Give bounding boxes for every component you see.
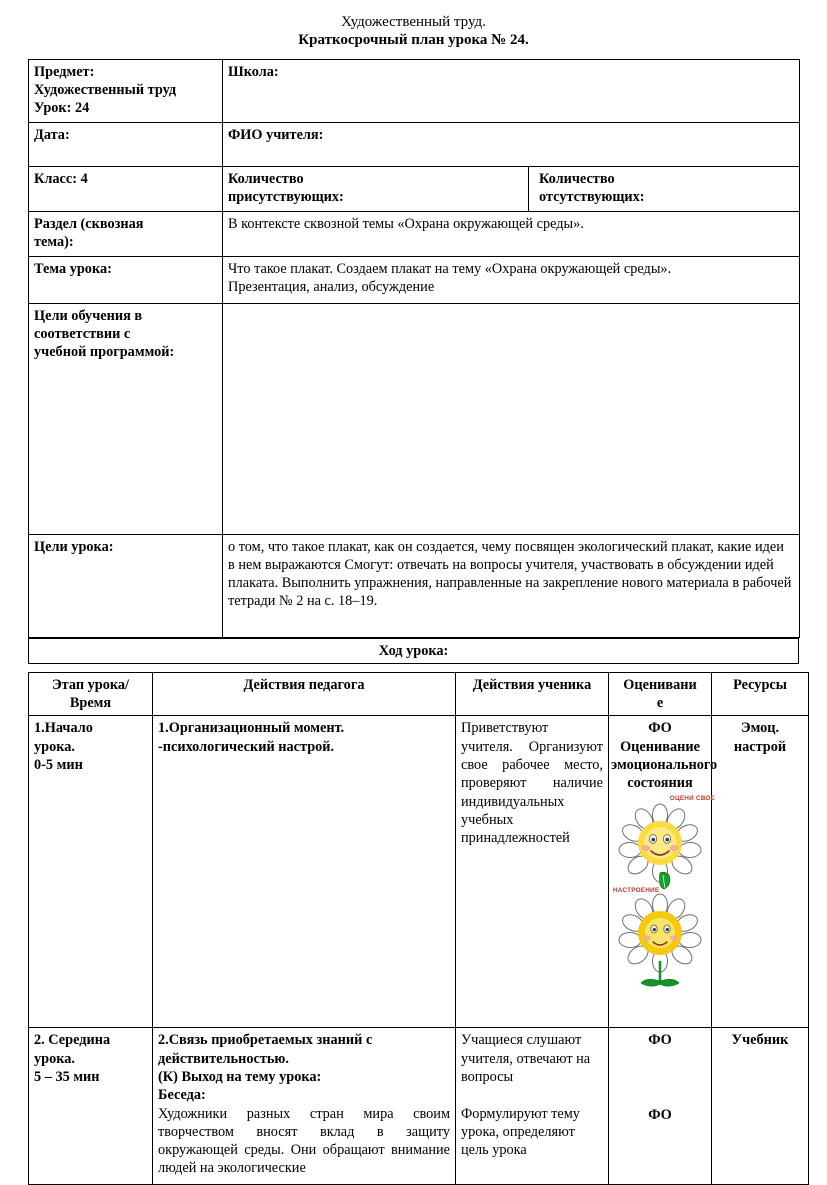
objectives-label-line-2: соответствии с (34, 325, 131, 342)
cell-curriculum-objectives-value (223, 303, 800, 534)
student-2-part-1: Учащиеся слушают учителя, отвечают на вопросы (461, 1032, 591, 1085)
flower-caption-middle: НАСТРОЕНИЕ (613, 886, 660, 894)
document-title-line-1: Художественный труд. (341, 14, 486, 30)
assessment-1-line-2: Оценивание (620, 738, 700, 755)
table-row-lesson-middle (29, 1028, 809, 1185)
cell-assessment-2 (609, 1028, 712, 1185)
cell-stage-1 (29, 716, 153, 1028)
section-label-line-2: тема): (34, 233, 74, 250)
cell-teacher-name-label: ФИО учителя: (223, 122, 800, 166)
table-row-lesson-goals (29, 534, 800, 637)
column-header-resources: Ресурсы (712, 672, 809, 716)
document-title-line-2: Краткосрочный план урока № 24. (298, 32, 529, 49)
subject-line-2: Художественный труд (34, 81, 177, 98)
column-header-teacher-actions: Действия педагога (153, 672, 456, 716)
cell-stage-2 (29, 1028, 153, 1185)
flow-banner-title: Ход урока: (29, 638, 799, 663)
table-row-flow-banner (29, 638, 799, 663)
present-line-1: Количество (228, 170, 304, 187)
assessment-1-line-1: ФО (648, 720, 672, 737)
teacher-2-body: Художники разных стран мира своим творчеством вносят вклад в защиту окружающей среды. Они обращают внимание людей на экологические (158, 1105, 450, 1177)
teacher-2-line-4: Беседа: (158, 1087, 206, 1104)
table-row-lesson-start (29, 716, 809, 1028)
cell-resources-2: Учебник (712, 1028, 809, 1185)
teacher-2-line-2: действительностью. (158, 1050, 289, 1067)
subject-line-3: Урок: 24 (34, 100, 90, 117)
cell-section-value: В контексте сквозной темы «Охрана окружающей среды». (223, 211, 800, 256)
cell-school-label: Школа: (223, 59, 800, 122)
cell-student-actions-2 (456, 1028, 609, 1185)
cell-student-actions-1: Приветствуют учителя. Организуют свое рабочее место, проверяют наличие индивидуальных учебных принадлежностей (456, 716, 609, 1028)
cell-assessment-1 (609, 716, 718, 1028)
table-row-class (29, 166, 800, 211)
stage-2-line-3: 5 – 35 мин (34, 1068, 100, 1085)
topic-line-1: Что такое плакат. Создаем плакат на тему «Охрана окружающей среды». (228, 260, 672, 277)
cell-present-count-label (223, 166, 529, 211)
stem-and-leaves (641, 961, 679, 986)
flower-face-lower (638, 911, 682, 955)
student-2-spacer (461, 1086, 603, 1104)
cell-curriculum-objectives-label (29, 303, 223, 534)
teacher-1-line-1: 1.Организационный момент. (158, 720, 345, 737)
section-label-line-1: Раздел (сквозная (34, 215, 144, 232)
teacher-1-line-2: -психологический настрой. (158, 738, 335, 755)
cell-date-label: Дата: (29, 122, 223, 166)
column-header-assessment (609, 672, 712, 716)
stage-header-line-2: Время (69, 695, 112, 712)
cell-lesson-goals-label: Цели урока: (29, 534, 223, 637)
assessment-header-line-2: е (656, 695, 664, 712)
resources-1-line-2: настрой (733, 738, 787, 755)
resources-1-line-1: Эмоц. (740, 720, 780, 737)
cell-absent-count-label (529, 166, 800, 211)
stage-2-line-2: урока. (34, 1050, 75, 1067)
assessment-1-line-3: эмоционального (611, 756, 718, 773)
stage-2-line-1: 2. Середина (34, 1032, 111, 1049)
stage-1-line-1: 1.Начало (34, 720, 93, 737)
happy-flower-icon (614, 803, 706, 891)
happy-flower-icon-2 (614, 893, 706, 989)
table-row-subject (29, 59, 800, 122)
objectives-label-line-3: учебной программой: (34, 344, 175, 361)
cell-teacher-actions-1 (153, 716, 456, 1028)
cell-lesson-topic-value (223, 256, 800, 303)
topic-line-2: Презентация, анализ, обсуждение (228, 278, 435, 295)
table-row-lesson-topic (29, 256, 800, 303)
cell-subject-label (29, 59, 223, 122)
subject-line-1: Предмет: (34, 63, 95, 80)
flower-caption-top: ОЦЕНИ СВОЕ (669, 794, 715, 802)
absent-line-1: Количество (539, 170, 615, 187)
assessment-2-spacer (614, 1050, 706, 1106)
absent-line-2: отсутствующих: (539, 188, 645, 205)
student-2-part-2: Формулируют тему урока, определяют цель урока (461, 1105, 580, 1159)
lesson-flow-table (28, 672, 809, 1185)
assessment-2-part-1: ФО (648, 1032, 672, 1049)
lesson-flow-banner-table (28, 638, 799, 664)
assessment-2-part-2: ФО (648, 1106, 672, 1123)
table-row-date (29, 122, 800, 166)
teacher-2-line-1: 2.Связь приобретаемых знаний с (158, 1032, 373, 1049)
assessment-1-line-4: состояния (627, 775, 693, 792)
cell-lesson-topic-label: Тема урока: (29, 256, 223, 303)
stage-1-line-3: 0-5 мин (34, 756, 83, 773)
lesson-header-table (28, 59, 800, 638)
cell-section-label (29, 211, 223, 256)
present-line-2: присутствующих: (228, 188, 344, 205)
cell-teacher-actions-2 (153, 1028, 456, 1185)
mood-flower-illustration (611, 794, 715, 989)
assessment-header-line-1: Оценивани (623, 676, 697, 693)
stage-1-line-2: урока. (34, 738, 75, 755)
stage-header-line-1: Этап урока/ (51, 676, 130, 693)
cell-lesson-goals-value: о том, что такое плакат, как он создается, чему посвящен экологический плакат, какие идеи в нем выражаются Смогут: отвечать на вопросы учителя, участвовать в обсуждении идей плаката. Выполнить упражнения, направленные на закрепление нового материала в рабочей тетради № 2 на с. 18–19. (223, 534, 800, 637)
table-row-section (29, 211, 800, 256)
objectives-label-line-1: Цели обучения в (34, 307, 143, 324)
column-header-student-actions: Действия ученика (456, 672, 609, 716)
column-header-stage (29, 672, 153, 716)
teacher-2-line-3: (К) Выход на тему урока: (158, 1068, 322, 1085)
document-title-block (28, 0, 799, 50)
cell-class-label: Класс: 4 (29, 166, 223, 211)
cell-resources-1 (712, 716, 809, 1028)
table-row-flow-header (29, 672, 809, 716)
flower-face-upper (638, 821, 682, 865)
table-row-curriculum-objectives (29, 303, 800, 534)
